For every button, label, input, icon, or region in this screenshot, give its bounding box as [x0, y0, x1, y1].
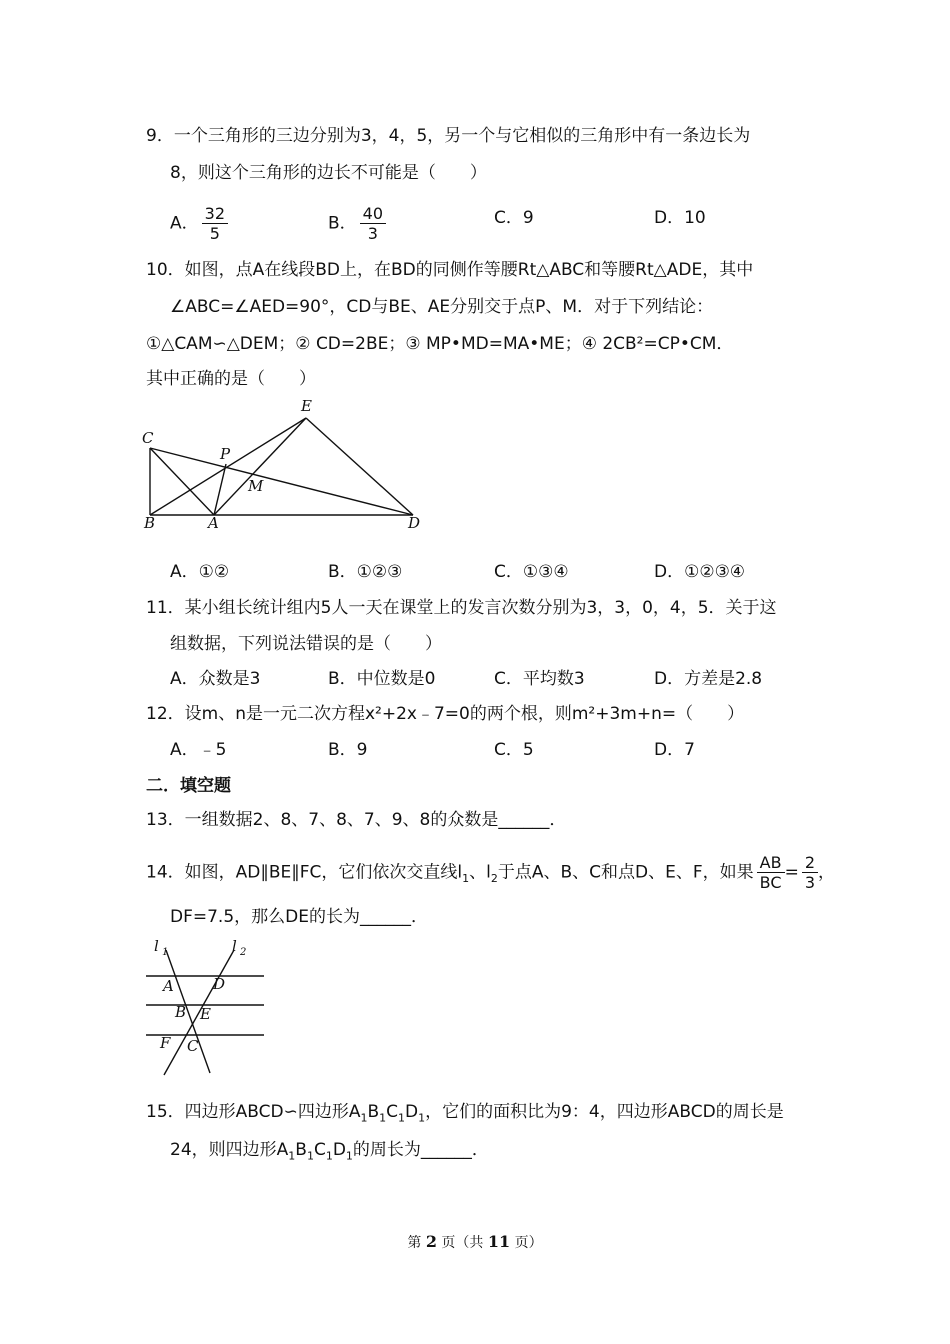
q10-segment-ed: [306, 418, 413, 515]
q10-line2: ∠ABC=∠AED=90°，CD与BE、AE分别交于点P、M．对于下列结论：: [170, 297, 714, 317]
q14-label-c: C: [187, 1037, 199, 1055]
q11-line1: 11．某小组长统计组内5人一天在课堂上的发言次数分别为3，3，0，4，5．关于这: [146, 598, 777, 618]
q11-option-b: B．中位数是0: [328, 669, 436, 689]
q12-option-c: C．5: [494, 740, 534, 760]
q10-option-a: A．①②: [170, 562, 230, 582]
q14-label-a: A: [163, 977, 174, 995]
q12-option-d: D．7: [654, 740, 695, 760]
q10-line4: 其中正确的是（ ）: [146, 369, 316, 389]
q11-option-a: A．众数是3: [170, 669, 261, 689]
q10-geometry-figure: [138, 395, 428, 535]
q14-fraction-2-3: $\frac{2}{3}$: [802, 853, 818, 892]
q12-option-a: A．﹣5: [170, 740, 227, 760]
q14-line2: DF=7.5，那么DE的长为______．: [170, 907, 428, 927]
q12-line1: 12．设m、n是一元二次方程x²+2x﹣7=0的两个根，则m²+3m+n=（ ）: [146, 704, 745, 724]
q14-parallel-lines-figure: [140, 935, 270, 1080]
q14-label-l1-sub: 1: [162, 947, 169, 958]
q9-option-b-fraction: $\frac{40}{3}$: [360, 204, 386, 243]
q10-label-e: E: [301, 397, 312, 415]
q10-label-p: P: [220, 445, 231, 463]
q11-line2: 组数据，下列说法错误的是（ ）: [170, 634, 442, 654]
page-footer: 第 2 页（共 11 页）: [407, 1232, 543, 1251]
q14-line1: 14．如图，AD∥BE∥FC，它们依次交直线$l_1$、$l_2$于点A、B、C和点D、E、F，如果 $\frac{AB}{BC}$ = $\frac{2}{3}$ ，: [146, 853, 836, 892]
q10-option-c: C．①③④: [494, 562, 569, 582]
total-page-count: 11: [487, 1232, 511, 1251]
q9-option-a-fraction: $\frac{32}{5}$: [202, 204, 228, 243]
current-page-number: 2: [425, 1232, 437, 1251]
q10-label-d: D: [408, 514, 421, 532]
q9-line2: 8，则这个三角形的边长不可能是（ ）: [170, 163, 487, 183]
q10-label-a: A: [208, 514, 219, 532]
q10-label-c: C: [142, 429, 154, 447]
q11-option-d: D．方差是2.8: [654, 669, 763, 689]
q14-label-b: B: [175, 1003, 187, 1021]
q9-option-c: C．9: [494, 208, 534, 228]
q10-line3: ①△CAM∽△DEM；② CD=2BE；③ MP•MD=MA•ME；④ 2CB²=CP•CM．: [146, 334, 734, 354]
q11-option-c: C．平均数3: [494, 669, 585, 689]
q13-line1: 13．一组数据2、8、7、8、7、9、8的众数是______．: [146, 810, 567, 830]
q14-label-f: F: [160, 1034, 171, 1052]
q15-line1: 15．四边形ABCD∽四边形$A_1B_1C_1D_1$，它们的面积比为9：4，四边形ABCD的周长是: [146, 1102, 784, 1125]
q10-label-b: B: [144, 514, 156, 532]
q10-option-d: D．①②③④: [654, 562, 746, 582]
q10-segment-cd: [150, 448, 413, 515]
q9-option-b: B． $\frac{40}{3}$: [328, 204, 386, 243]
q10-line1: 10．如图，点A在线段BD上，在BD的同侧作等腰Rt△ABC和等腰Rt△ADE，其中: [146, 260, 754, 280]
q14-label-e: E: [200, 1005, 211, 1023]
q9-option-d: D．10: [654, 208, 706, 228]
q14-label-d: D: [213, 975, 226, 993]
q15-line2: 24，则四边形$A_1B_1C_1D_1$的周长为______．: [170, 1140, 489, 1163]
q14-fraction-ab-bc: $\frac{AB}{BC}$: [757, 853, 785, 892]
q10-label-m: M: [248, 477, 264, 495]
q10-option-b: B．①②③: [328, 562, 403, 582]
q9-line1: 9．一个三角形的三边分别为3，4，5，另一个与它相似的三角形中有一条边长为: [146, 126, 751, 146]
q12-option-b: B．9: [328, 740, 368, 760]
q14-label-l2: l: [232, 937, 237, 955]
q14-label-l2-sub: 2: [240, 947, 247, 958]
section-fill-in-title: 二．填空题: [146, 776, 231, 796]
q9-option-a: A． $\frac{32}{5}$: [170, 204, 228, 243]
q14-label-l1: l: [154, 937, 159, 955]
